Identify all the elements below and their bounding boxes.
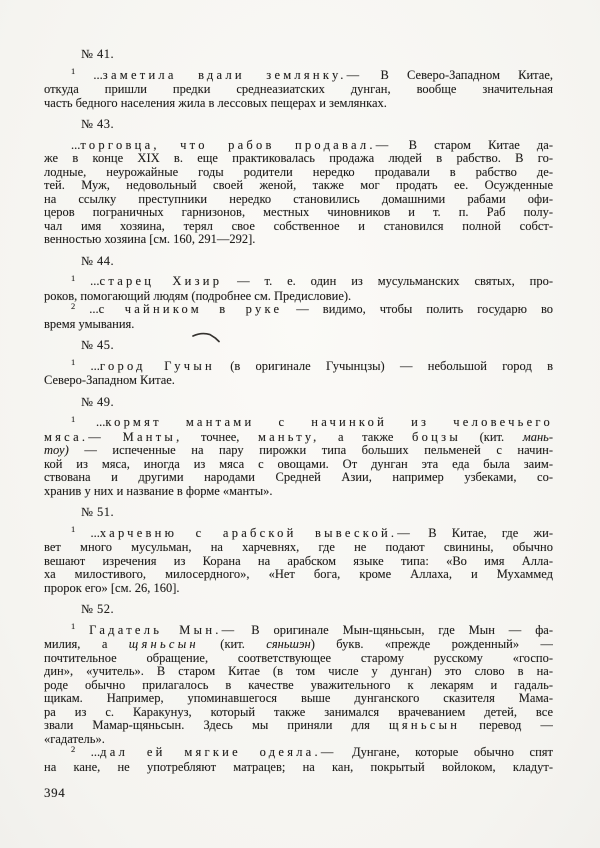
- text-line: [44, 665, 553, 679]
- text-line: [44, 524, 553, 542]
- text-segment: лодные, неурожайные годы родители нередко продавали в рабство де-: [44, 164, 553, 179]
- text-line: [44, 444, 553, 458]
- text-segment: с чайником в руке: [98, 302, 283, 316]
- text-segment: кой из мяса, иногда из мяса с овощами. От дунган эта еда была заим-: [44, 456, 553, 471]
- text-line: [44, 233, 553, 247]
- footnote-marker: 1: [71, 66, 76, 76]
- text-segment: ствована и другими народами Средней Азии, например узбеками, со-: [44, 470, 553, 484]
- footnote-marker: 1: [71, 524, 76, 534]
- note-heading-44: № 44.: [81, 253, 115, 268]
- text-segment: тоу): [44, 443, 69, 457]
- footnote-marker: 2: [71, 300, 76, 311]
- footnote-marker: 1: [71, 357, 76, 367]
- text-line: [44, 761, 553, 775]
- text-line: [44, 692, 553, 706]
- text-segment: почтительное обращение, соответствующее старому русскому «госпо-: [44, 650, 553, 665]
- text-segment: роде обычно прилагалось в качестве уважительного к лекарям и гадаль-: [44, 677, 553, 692]
- text-line: [44, 272, 553, 290]
- text-segment: [75, 623, 89, 637]
- text-line: [44, 541, 553, 555]
- text-segment: (кит.: [461, 429, 523, 444]
- text-segment: Дунгане, которые обычно спят: [336, 745, 553, 759]
- text-segment: маньту,: [258, 429, 320, 444]
- text-segment: боцзы: [411, 429, 462, 444]
- text-line: [44, 733, 553, 747]
- text-segment: ...: [75, 274, 100, 288]
- text-segment: ...: [75, 358, 100, 373]
- note-heading-41: № 41.: [81, 47, 115, 61]
- text-segment: мань-: [522, 429, 553, 444]
- note-heading-49: № 49.: [81, 394, 115, 409]
- text-segment: (в оригинале Гучынцзы) — небольшой город в: [214, 358, 553, 373]
- note-heading-45: № 45.: [81, 338, 115, 352]
- text-line: [44, 706, 553, 720]
- note-heading-51: № 51.: [81, 505, 115, 519]
- text-line: [44, 179, 553, 193]
- text-line: [44, 719, 553, 733]
- text-segment: ...: [71, 137, 81, 152]
- text-segment: роков, помогающий людям (подробнее см. Предисловие).: [44, 288, 352, 303]
- text-segment: [104, 430, 123, 444]
- text-line: [44, 139, 553, 153]
- text-segment: Северо-Западном Китае.: [44, 373, 175, 387]
- text-segment: тей. Муж, недовольный своей женой, также мог продать ее. Осужденные: [44, 178, 553, 192]
- text-line: [44, 458, 553, 472]
- note-heading-43: № 43.: [81, 117, 115, 131]
- text-segment: мяса.—: [44, 429, 105, 444]
- text-line: [44, 743, 553, 761]
- text-line: [44, 582, 553, 596]
- note-heading-52: № 52.: [81, 602, 115, 616]
- text-line: [44, 290, 553, 304]
- text-segment: хранив у них и название в форме «манты».: [44, 483, 273, 498]
- text-line: [44, 83, 553, 97]
- text-segment: часть бедного населения жила в лессовых пещерах и землянках.: [44, 95, 387, 110]
- text-line: [44, 568, 553, 582]
- text-line: [44, 413, 553, 431]
- text-segment: ха милостивого, милосердного», «Нет бога, кроме Аллаха, и Мухаммед: [44, 567, 553, 581]
- text-segment: точнее,: [182, 429, 258, 444]
- text-segment: на ссылку преступники нередко становились домашними рабами офи-: [44, 191, 553, 206]
- text-segment: В Северо-Западном Китае,: [362, 67, 553, 82]
- text-line: [44, 220, 553, 234]
- page-content: [44, 40, 553, 800]
- ink-mark-artifact: [192, 331, 224, 344]
- text-segment: ) букв. «прежде рожденный» —: [310, 637, 553, 651]
- text-segment: город Гучын: [99, 358, 215, 373]
- text-segment: ...: [75, 415, 106, 429]
- text-segment: милия, а: [44, 637, 129, 651]
- footnote-marker: 1: [71, 413, 76, 424]
- text-line: [44, 206, 553, 220]
- text-segment: сяньшэн: [266, 637, 311, 651]
- text-line: [44, 193, 553, 207]
- footnote-marker: 2: [71, 743, 76, 754]
- text-segment: венностью хозяина [см. 160, 291—292].: [44, 232, 256, 246]
- text-segment: Манты,: [122, 429, 183, 444]
- text-segment: дал ей мягкие одеяла.—: [100, 745, 337, 759]
- text-line: [44, 431, 553, 445]
- text-line: [44, 97, 553, 111]
- text-segment: старец Хизир: [99, 274, 223, 288]
- text-segment: заметила вдали землянку.—: [102, 67, 363, 82]
- text-segment: ра из с. Каракунуз, который также занимался врачеванием детей, все: [44, 704, 553, 719]
- text-line: [44, 300, 553, 318]
- text-segment: щикам. Например, упоминавшегося выше дунганского сказителя Мама-: [44, 691, 553, 705]
- page-number: 394: [44, 785, 66, 800]
- text-segment: щяньсын: [128, 637, 199, 651]
- text-line: [44, 374, 553, 388]
- text-segment: В Китае, где жи-: [413, 525, 553, 540]
- text-line: [44, 318, 553, 332]
- footnote-marker: 1: [71, 621, 76, 631]
- text-line: [44, 357, 553, 375]
- text-segment: же в конце XIX в. еще практиковалась продажа людей в рабство. В го-: [44, 151, 553, 165]
- text-segment: Гадатель Мын.—: [89, 622, 238, 637]
- text-segment: ...: [75, 67, 103, 82]
- text-segment: В старом Китае да-: [391, 137, 553, 152]
- text-segment: — т. е. один из мусульманских святых, про-: [222, 274, 553, 288]
- text-line: [44, 471, 553, 485]
- text-segment: перевод —: [460, 718, 553, 732]
- text-segment: дин», «учитель». В старом Китае (в том числе у дунган) это слово в на-: [44, 664, 553, 678]
- text-segment: чал имя хозяина, терял свое собственное и становился полной собст-: [44, 218, 553, 233]
- text-segment: время умывания.: [44, 316, 135, 331]
- text-segment: вет много мусульман, на харчевнях, где не подают свинины, обычно: [44, 540, 553, 554]
- text-line: [44, 638, 553, 652]
- text-line: [44, 485, 553, 499]
- text-line: [44, 679, 553, 693]
- text-line: [44, 555, 553, 569]
- text-segment: щяньсын: [389, 718, 461, 732]
- text-segment: ...: [75, 745, 101, 759]
- text-line: [44, 621, 553, 639]
- text-line: [44, 66, 553, 84]
- text-segment: «гадатель».: [44, 731, 105, 746]
- text-segment: ...: [75, 525, 100, 540]
- text-segment: харчевню с арабской вывеской.—: [99, 525, 414, 540]
- text-segment: откуда пришли предки среднеазиатских дунган, вообще значительная: [44, 82, 553, 96]
- text-segment: а также: [319, 429, 412, 444]
- text-segment: — испеченные на пару пирожки типа больших пельменей с начин-: [68, 443, 553, 457]
- text-line: [44, 652, 553, 666]
- text-segment: торговца, что рабов продавал.—: [80, 137, 392, 152]
- footnote-marker: 1: [71, 272, 76, 283]
- text-line: [44, 166, 553, 180]
- text-segment: пророк его» [см. 26, 160].: [44, 580, 180, 595]
- text-segment: кормят мантами с начинкой из человечьего: [105, 415, 553, 429]
- text-segment: вешают изречения из Корана на арабском языке типа: «Во имя Алла-: [44, 553, 553, 568]
- text-segment: ...: [75, 302, 99, 316]
- text-segment: (кит.: [198, 637, 267, 651]
- text-segment: В оригинале Мын-щяньсын, где Мын — фа-: [237, 622, 553, 637]
- text-segment: на кане, не употребляют матрацев; на кан, покрытый войлоком, кладут-: [44, 759, 553, 774]
- text-segment: церов пограничных гарнизонов, местных чиновников и т. п. Раб полу-: [44, 205, 553, 219]
- text-segment: — видимо, чтобы полить государю во: [282, 302, 553, 316]
- text-segment: звали Мамар-щяньсын. Здесь мы приняли для: [44, 718, 389, 732]
- text-line: [44, 152, 553, 166]
